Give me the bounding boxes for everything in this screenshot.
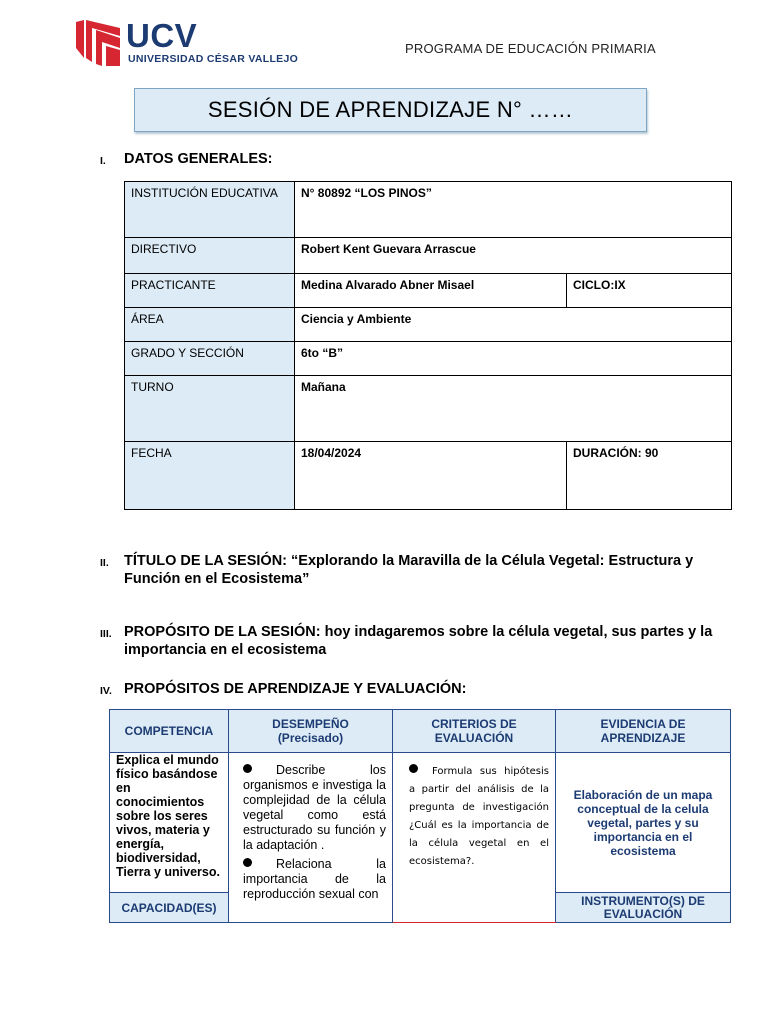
section-number: III. — [100, 628, 112, 640]
section-proposito-sesion — [100, 623, 730, 659]
propositos-table — [109, 709, 731, 923]
table-header-row — [110, 710, 731, 753]
competencia-cell: Explica el mundo físico basándose en conocimientos sobre los seres vivos, materia y energía, biodiversidad, Tierra y universo. — [110, 753, 229, 893]
grado-value: 6to “B” — [295, 342, 732, 376]
section-heading: PROPÓSITOS DE APRENDIZAJE Y EVALUACIÓN: — [124, 681, 467, 697]
ucv-logo-icon — [76, 18, 122, 68]
turno-value: Mañana — [295, 376, 732, 442]
fecha-label: FECHA — [125, 442, 295, 510]
bullet-icon — [243, 764, 252, 773]
directivo-value: Robert Kent Guevara Arrascue — [295, 238, 732, 274]
area-label: ÁREA — [125, 308, 295, 342]
desempeno-cell — [229, 753, 393, 923]
ucv-logo — [76, 17, 299, 68]
session-title: SESIÓN DE APRENDIZAJE N° …… — [207, 97, 574, 122]
duracion-value: DURACIÓN: 90 — [567, 442, 732, 510]
criterio-item — [409, 763, 549, 871]
section-number: IV. — [100, 685, 112, 697]
section-heading: DATOS GENERALES: — [124, 151, 273, 167]
header-capacidades: CAPACIDAD(ES) — [110, 893, 229, 923]
table-row — [125, 442, 732, 510]
table-row — [125, 308, 732, 342]
desempeno-item — [243, 857, 386, 902]
evidencia-cell: Elaboración de un mapa conceptual de la celula vegetal, partes y su importancia en el ecosistema — [556, 753, 731, 893]
practicante-value: Medina Alvarado Abner Misael — [295, 274, 567, 308]
table-row — [125, 342, 732, 376]
desempeno-text: Relaciona la importancia de la reproducción sexual con — [243, 857, 386, 901]
practicante-label: PRACTICANTE — [125, 274, 295, 308]
directivo-label: DIRECTIVO — [125, 238, 295, 274]
logo-university-name: UNIVERSIDAD CÉSAR VALLEJO — [128, 53, 299, 65]
desempeno-text: Describe los organismos e investiga la complejidad de la célula vegetal como está estructurado su función y la adaptación . — [243, 763, 386, 852]
datos-generales-table — [124, 181, 732, 510]
ciclo-value: CICLO:IX — [567, 274, 732, 308]
section-content — [124, 623, 730, 659]
section-number: II. — [100, 557, 109, 569]
header-instrumento: INSTRUMENTO(S) DE EVALUACIÓN — [556, 893, 731, 923]
fecha-value: 18/04/2024 — [295, 442, 567, 510]
table-row — [125, 238, 732, 274]
desempeno-item — [243, 763, 386, 853]
header-competencia: COMPETENCIA — [110, 710, 229, 753]
section-heading: TÍTULO DE LA SESIÓN: — [124, 553, 287, 569]
table-row — [125, 182, 732, 238]
bullet-icon — [409, 764, 418, 773]
session-title-text: “Explorando la Maravilla de la Célula Vegetal: Estructura y Función en el Ecosistema” — [124, 553, 694, 587]
area-value: Ciencia y Ambiente — [295, 308, 732, 342]
grado-label: GRADO Y SECCIÓN — [125, 342, 295, 376]
section-propositos-aprendizaje — [100, 680, 466, 698]
logo-wordmark: UCV — [126, 17, 198, 54]
criterio-text: Formula sus hipótesis a partir del análisis de la pregunta de investigación ¿Cuál es la importancia de la célula vegetal en el ecosistema?. — [409, 766, 549, 867]
section-datos-generales — [100, 150, 273, 168]
header-desempeno: DESEMPEÑO (Precisado) — [229, 710, 393, 753]
table-row — [110, 753, 731, 893]
section-number: I. — [100, 155, 106, 167]
proposito-text: hoy indagaremos sobre la célula vegetal, sus partes y la importancia en el ecosistema — [124, 624, 713, 658]
criterios-cell — [393, 753, 556, 923]
program-name: PROGRAMA DE EDUCACIÓN PRIMARIA — [405, 41, 656, 56]
session-title-box — [134, 88, 647, 132]
section-content — [124, 552, 730, 588]
table-row — [125, 376, 732, 442]
table-row — [125, 274, 732, 308]
turno-label: TURNO — [125, 376, 295, 442]
institucion-value: N° 80892 “LOS PINOS” — [295, 182, 732, 238]
bullet-icon — [243, 858, 252, 867]
institucion-label: INSTITUCIÓN EDUCATIVA — [125, 182, 295, 238]
section-titulo-sesion — [100, 552, 730, 588]
header-criterios: CRITERIOS DE EVALUACIÓN — [393, 710, 556, 753]
section-heading: PROPÓSITO DE LA SESIÓN: — [124, 624, 321, 640]
header-evidencia: EVIDENCIA DE APRENDIZAJE — [556, 710, 731, 753]
